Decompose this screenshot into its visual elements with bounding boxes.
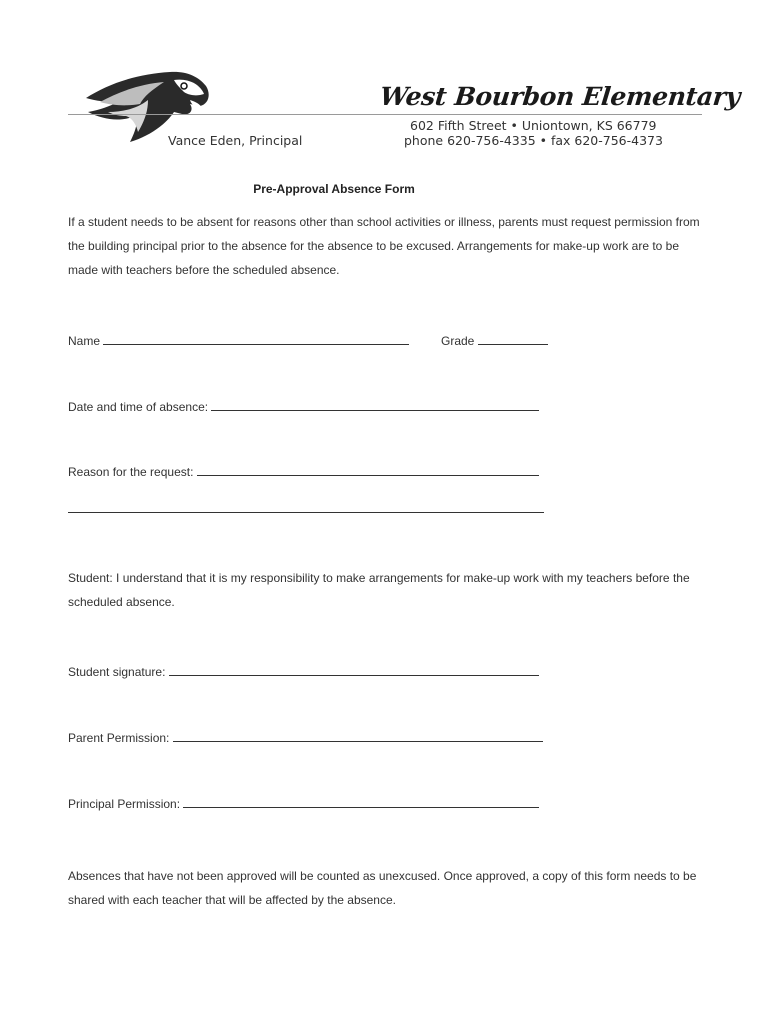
reason-blank-continued[interactable] — [68, 512, 544, 513]
name-blank[interactable] — [103, 334, 409, 345]
school-address: 602 Fifth Street • Uniontown, KS 66779 — [410, 118, 657, 133]
school-phone-fax: phone 620-756-4335 • fax 620-756-4373 — [404, 133, 663, 148]
reason-blank[interactable] — [197, 465, 539, 476]
student-signature-label: Student signature: — [68, 665, 166, 679]
grade-blank[interactable] — [478, 334, 548, 345]
grade-field — [441, 334, 548, 348]
date-time-field — [68, 400, 539, 414]
date-time-blank[interactable] — [211, 400, 539, 411]
name-field — [68, 334, 409, 348]
closing-paragraph: Absences that have not been approved will be counted as unexcused. Once approved, a copy of this form needs to be shared with each teacher that will be affected by the absence. — [68, 869, 697, 907]
reason-label: Reason for the request: — [68, 465, 194, 479]
form-title: Pre-Approval Absence Form — [253, 182, 415, 196]
principal-permission-label: Principal Permission: — [68, 797, 181, 811]
student-signature-field — [68, 665, 539, 679]
student-signature-blank[interactable] — [169, 665, 539, 676]
principal-permission-field — [68, 797, 539, 811]
principal-name: Vance Eden, Principal — [168, 133, 303, 148]
school-name: West Bourbon Elementary — [374, 82, 745, 111]
parent-permission-field — [68, 731, 543, 745]
intro-paragraph: If a student needs to be absent for reasons other than school activities or illness, parents must request permission from the building principal prior to the absence for the absence to be excused. Arrangements for make-up work are to be made with teachers before the scheduled absence. — [68, 215, 700, 277]
name-label: Name — [68, 334, 101, 348]
reason-field — [68, 465, 539, 479]
student-acknowledgement: Student: I understand that it is my responsibility to make arrangements for make-up work with my teachers before the scheduled absence. — [68, 571, 690, 609]
date-time-label: Date and time of absence: — [68, 400, 209, 414]
grade-label: Grade — [441, 334, 475, 348]
parent-permission-blank[interactable] — [173, 731, 543, 742]
parent-permission-label: Parent Permission: — [68, 731, 170, 745]
principal-permission-blank[interactable] — [183, 797, 539, 808]
letterhead-divider — [68, 114, 702, 115]
